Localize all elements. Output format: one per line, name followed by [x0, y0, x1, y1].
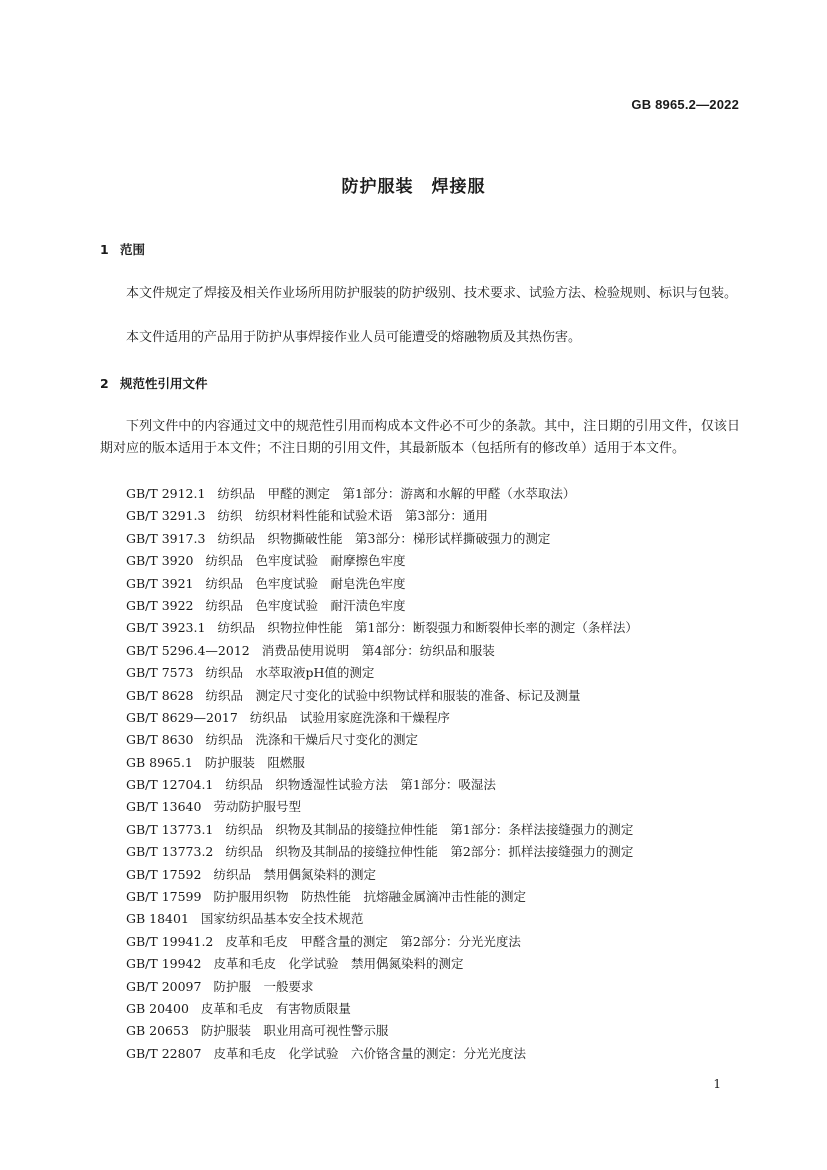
- reference-item: [126, 752, 746, 774]
- reference-item: [126, 640, 746, 662]
- reference-code: GB/T 3917.3: [126, 530, 206, 546]
- reference-code: GB/T 19942: [126, 956, 202, 972]
- reference-item: [126, 886, 746, 908]
- reference-title: 皮革和毛皮 甲醛含量的测定 第2部分：分光光度法: [225, 933, 521, 949]
- reference-item: [126, 1043, 746, 1065]
- reference-item: [126, 774, 746, 796]
- reference-title: 消费品使用说明 第4部分：纺织品和服装: [261, 642, 495, 658]
- reference-code: GB/T 8628: [126, 687, 194, 703]
- reference-title: 纺织品 织物拉伸性能 第1部分：断裂强力和断裂伸长率的测定（条样法）: [217, 620, 638, 636]
- reference-title: 纺织品 禁用偶氮染料的测定: [213, 866, 376, 882]
- reference-code: GB/T 13773.2: [126, 844, 214, 860]
- reference-item: [126, 483, 746, 505]
- reference-title: 防护服用织物 防热性能 抗熔融金属滴冲击性能的测定: [213, 889, 526, 905]
- reference-item: [126, 976, 746, 998]
- reference-code: GB/T 17599: [126, 889, 202, 905]
- reference-code: GB/T 8629—2017: [126, 709, 238, 725]
- reference-title: 皮革和毛皮 有害物质限量: [200, 1000, 351, 1016]
- section-1-paragraph-1: 本文件规定了焊接及相关作业场所用防护服装的防护级别、技术要求、试验方法、检验规则、标识与包装。: [126, 286, 738, 301]
- reference-item: [126, 505, 746, 527]
- section-number: 2: [100, 376, 109, 391]
- reference-title: 纺织品 试验用家庭洗涤和干燥程序: [249, 709, 450, 725]
- normative-references-list: [126, 483, 746, 1065]
- section-1-paragraph-2: 本文件适用的产品用于防护从事焊接作业人员可能遭受的熔融物质及其热伤害。: [126, 330, 582, 345]
- reference-title: 纺织 纺织材料性能和试验术语 第3部分：通用: [217, 508, 488, 524]
- reference-title: 皮革和毛皮 化学试验 六价铬含量的测定：分光光度法: [213, 1045, 526, 1061]
- page-number: 1: [713, 1077, 721, 1091]
- reference-title: 纺织品 织物透湿性试验方法 第1部分：吸湿法: [225, 777, 496, 793]
- reference-code: GB/T 13773.1: [126, 821, 214, 837]
- reference-title: 纺织品 色牢度试验 耐皂洗色牢度: [205, 575, 406, 591]
- reference-code: GB 18401: [126, 911, 189, 927]
- reference-item: [126, 662, 746, 684]
- reference-code: GB/T 3922: [126, 597, 194, 613]
- section-number: 1: [100, 242, 109, 257]
- section-2-heading: [100, 374, 208, 392]
- reference-title: 皮革和毛皮 化学试验 禁用偶氮染料的测定: [213, 956, 464, 972]
- reference-item: [126, 908, 746, 930]
- reference-title: 纺织品 织物及其制品的接缝拉伸性能 第1部分：条样法接缝强力的测定: [225, 821, 634, 837]
- reference-item: [126, 595, 746, 617]
- standard-code: GB 8965.2—2022: [631, 97, 739, 112]
- reference-item: [126, 864, 746, 886]
- reference-title: 纺织品 织物及其制品的接缝拉伸性能 第2部分：抓样法接缝强力的测定: [225, 844, 634, 860]
- reference-title: 劳动防护服号型: [213, 799, 301, 815]
- reference-item: [126, 729, 746, 751]
- section-heading-text: 范围: [120, 242, 146, 257]
- reference-code: GB/T 3291.3: [126, 508, 206, 524]
- reference-code: GB/T 5296.4—2012: [126, 642, 250, 658]
- section-1-heading: [100, 240, 145, 258]
- reference-title: 纺织品 洗涤和干燥后尺寸变化的测定: [205, 732, 419, 748]
- reference-code: GB/T 3923.1: [126, 620, 206, 636]
- reference-code: GB 20400: [126, 1000, 189, 1016]
- reference-title: 纺织品 色牢度试验 耐摩擦色牢度: [205, 553, 406, 569]
- reference-item: [126, 1020, 746, 1042]
- reference-item: [126, 573, 746, 595]
- reference-title: 防护服 一般要求: [213, 978, 314, 994]
- reference-item: [126, 819, 746, 841]
- reference-code: GB/T 17592: [126, 866, 202, 882]
- section-heading-text: 规范性引用文件: [120, 376, 208, 391]
- reference-code: GB/T 3920: [126, 553, 194, 569]
- reference-item: [126, 931, 746, 953]
- reference-code: GB 8965.1: [126, 754, 193, 770]
- reference-item: [126, 707, 746, 729]
- reference-code: GB 20653: [126, 1023, 189, 1039]
- reference-item: [126, 998, 746, 1020]
- reference-title: 国家纺织品基本安全技术规范: [200, 911, 364, 927]
- reference-item: [126, 953, 746, 975]
- reference-title: 纺织品 水萃取液pH值的测定: [205, 665, 375, 681]
- reference-title: 纺织品 测定尺寸变化的试验中织物试样和服装的准备、标记及测量: [205, 687, 581, 703]
- reference-item: [126, 841, 746, 863]
- reference-item: [126, 617, 746, 639]
- reference-code: GB/T 13640: [126, 799, 202, 815]
- reference-title: 防护服装 职业用高可视性警示服: [200, 1023, 389, 1039]
- reference-item: [126, 796, 746, 818]
- reference-code: GB/T 20097: [126, 978, 202, 994]
- reference-code: GB/T 7573: [126, 665, 194, 681]
- reference-code: GB/T 22807: [126, 1045, 202, 1061]
- document-title: 防护服装 焊接服: [341, 177, 486, 197]
- reference-title: 纺织品 色牢度试验 耐汗渍色牢度: [205, 597, 406, 613]
- reference-code: GB/T 19941.2: [126, 933, 214, 949]
- reference-code: GB/T 3921: [126, 575, 194, 591]
- reference-code: GB/T 12704.1: [126, 777, 214, 793]
- reference-code: GB/T 2912.1: [126, 486, 206, 501]
- reference-code: GB/T 8630: [126, 732, 194, 748]
- reference-title: 纺织品 织物撕破性能 第3部分：梯形试样撕破强力的测定: [217, 530, 551, 546]
- reference-item: [126, 528, 746, 550]
- reference-item: [126, 685, 746, 707]
- reference-title: 纺织品 甲醛的测定 第1部分：游离和水解的甲醛（水萃取法）: [217, 486, 576, 501]
- reference-title: 防护服装 阻燃服: [204, 754, 305, 770]
- reference-item: [126, 550, 746, 572]
- section-2-paragraph-1: 下列文件中的内容通过文中的规范性引用而构成本文件必不可少的条款。其中，注日期的引用文件，仅该日期对应的版本适用于本文件；不注日期的引用文件，其最新版本（包括所有的修改单）适用于本文件。: [100, 419, 740, 456]
